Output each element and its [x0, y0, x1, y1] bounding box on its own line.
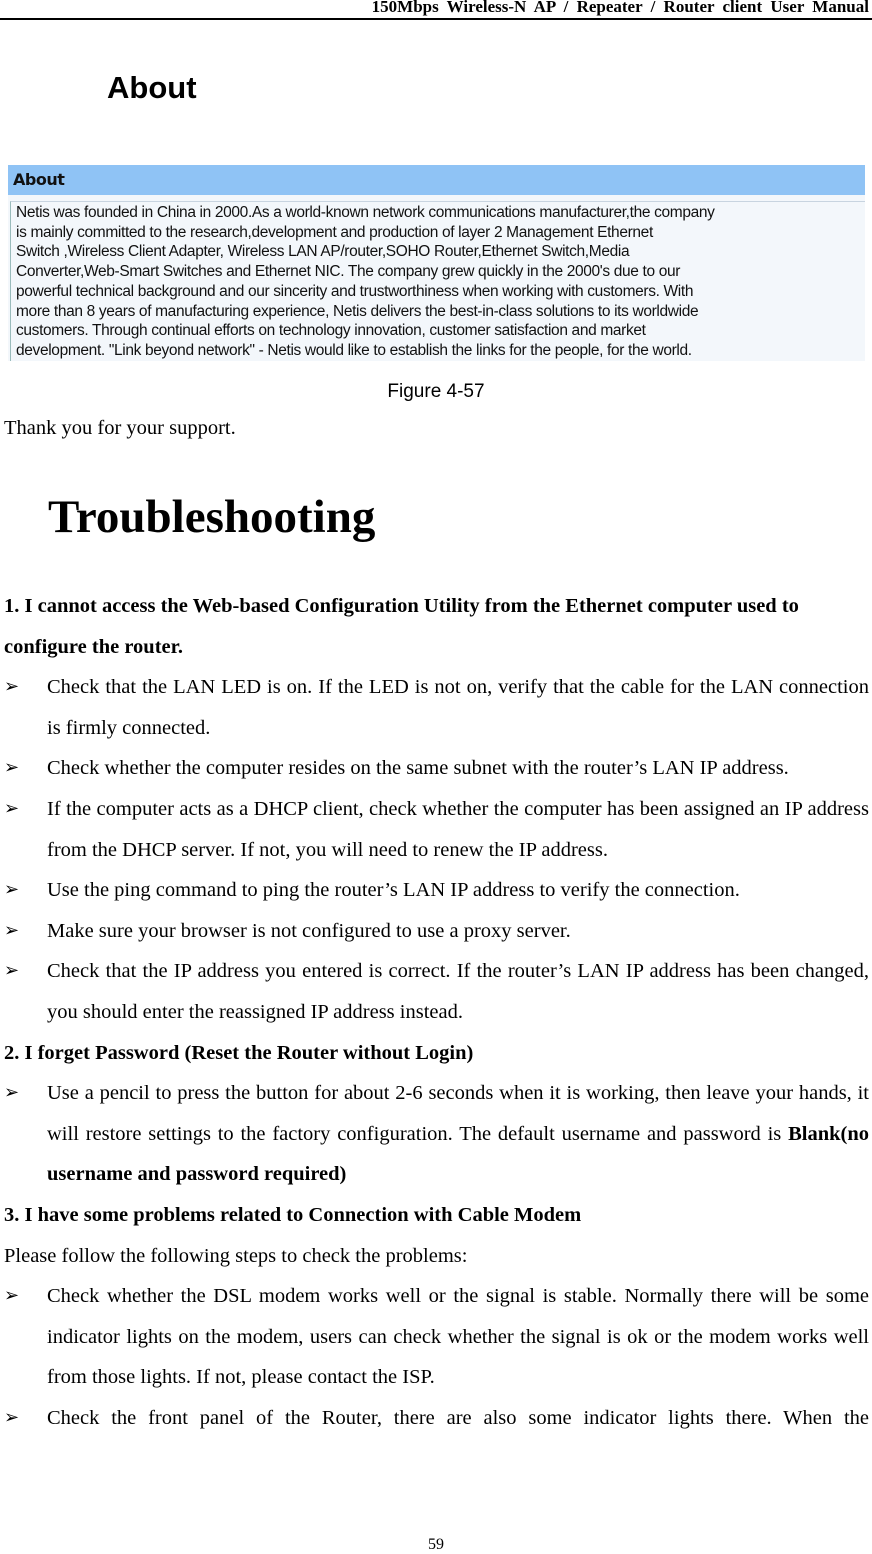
screenshot-text-line: Netis was founded in China in 2000.As a world-known network communications manufacturer,the company: [16, 204, 715, 221]
list-item-text: Check whether the computer resides on the same subnet with the router’s LAN IP address.: [47, 757, 789, 780]
list-item: [4, 911, 869, 952]
list-item-text: Check that the IP address you entered is correct. If the router’s LAN IP address has been changed, you should enter the reassigned IP address instead.: [47, 960, 869, 1023]
list-item-text: Make sure your browser is not configured to use a proxy server.: [47, 919, 571, 942]
troubleshooting-body: [4, 586, 869, 1438]
thanks-text: Thank you for your support.: [4, 417, 236, 439]
list-item: [4, 1398, 869, 1439]
list-item: [4, 1276, 869, 1398]
question-2-title: 2. I forget Password (Reset the Router without Login): [4, 1041, 474, 1064]
list-item: [4, 667, 869, 748]
running-header: 150Mbps Wireless-N AP / Repeater / Router client User Manual: [371, 0, 869, 16]
screenshot-title-bar: About: [8, 165, 865, 195]
figure-caption: Figure 4-57: [387, 381, 485, 402]
list-item: [4, 870, 869, 911]
list-item: [4, 789, 869, 870]
header-rule: [0, 18, 872, 20]
screenshot-body: [10, 201, 865, 361]
list-item-text: Check the front panel of the Router, there are also some indicator lights there. When the: [47, 1406, 869, 1429]
arrow-bullet-icon: ➢: [4, 1082, 20, 1104]
page-number: 59: [428, 1536, 444, 1553]
list-item-text: Check whether the DSL modem works well or the signal is stable. Normally there will be some indicator lights on the modem, users can check whether the signal is ok or the modem works well from those lights. If not, please contact the ISP.: [47, 1285, 869, 1389]
arrow-bullet-icon: ➢: [4, 919, 20, 941]
screenshot-text-line: development. "Link beyond network" - Netis would like to establish the links for the people, for the world.: [16, 341, 692, 359]
default-credentials: Blank(no username and password required): [47, 1122, 869, 1186]
list-item: [4, 1073, 869, 1195]
screenshot-text-line: Converter,Web-Smart Switches and Ethernet NIC. The company grew quickly in the 2000's due to our: [16, 263, 681, 281]
arrow-bullet-icon: ➢: [4, 1285, 20, 1307]
arrow-bullet-icon: ➢: [4, 960, 20, 982]
screenshot-text-line: Switch ,Wireless Client Adapter, Wireless LAN AP/router,SOHO Router,Ethernet Switch,Media: [16, 243, 630, 261]
list-item-text: Check that the LAN LED is on. If the LED is not on, verify that the cable for the LAN connection is firmly connected.: [47, 676, 869, 739]
list-item: [4, 748, 869, 789]
about-screenshot: [8, 165, 865, 361]
section-heading-about: About: [107, 70, 197, 105]
arrow-bullet-icon: ➢: [4, 676, 20, 698]
list-item-text: Use a pencil to press the button for about 2-6 seconds when it is working, then leave your hands, it will restore settings to the factory configuration. The default username and password is: [47, 1082, 869, 1145]
list-item-text: If the computer acts as a DHCP client, check whether the computer has been assigned an IP address from the DHCP server. If not, you will need to renew the IP address.: [47, 797, 869, 861]
list-item-text: Use the ping command to ping the router’s LAN IP address to verify the connection.: [47, 879, 740, 902]
list-item: [4, 951, 869, 1032]
arrow-bullet-icon: ➢: [4, 797, 20, 819]
question-3-intro: Please follow the following steps to check the problems:: [4, 1244, 468, 1267]
screenshot-text-line: customers. Through continual efforts on technology innovation, customer satisfaction and market: [16, 322, 646, 340]
arrow-bullet-icon: ➢: [4, 1406, 20, 1428]
arrow-bullet-icon: ➢: [4, 879, 20, 901]
question-3-title: 3. I have some problems related to Connection with Cable Modem: [4, 1203, 582, 1226]
question-1-title: 1. I cannot access the Web-based Configuration Utility from the Ethernet computer used to configure the router.: [4, 595, 799, 658]
screenshot-text-line: is mainly committed to the research,development and production of layer 2 Management Ethernet: [16, 223, 653, 241]
screenshot-text-line: powerful technical background and our sincerity and trustworthiness when working with customers. With: [16, 282, 694, 300]
arrow-bullet-icon: ➢: [4, 757, 20, 779]
screenshot-text-line: more than 8 years of manufacturing experience, Netis delivers the best-in-class solutions to its worldwide: [16, 302, 699, 320]
section-heading-troubleshooting: Troubleshooting: [48, 491, 376, 543]
